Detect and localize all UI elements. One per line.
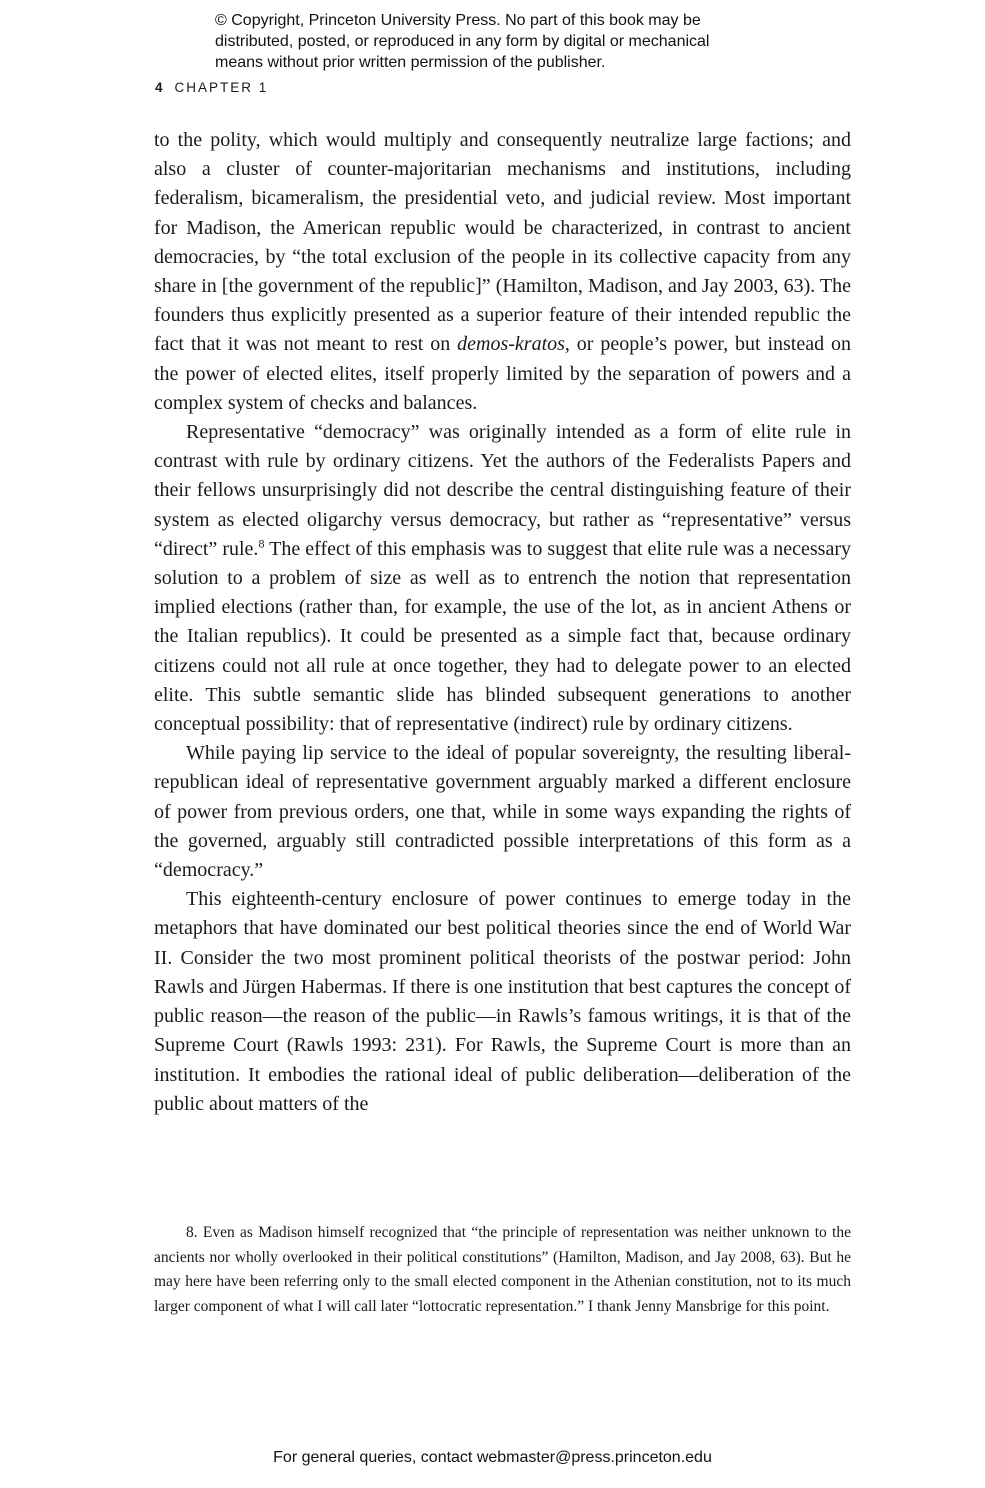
emphasis-term: demos-kratos: [457, 333, 565, 356]
paragraph: Representative “democracy” was originally intended as a form of elite rule in contrast with rule by ordinary citizens. Yet the authors of the Federalists Papers and their fellows unsurprisingly did not describe the central distinguishing feature of their system as elected oligarchy versus democracy, but rather as “representative” versus “direct” rule.$^8$ The effect of this emphasis was to suggest that elite rule was a necessary solution to a problem of size as well as to entrench the notion that representation implied elections (rather than, for example, the use of the lot, as in ancient Athens or the Italian republics). It could be presented as a simple fact that, because ordinary citizens could not all rule at once together, they had to delegate power to an elected elite. This subtle semantic slide has blinded subsequent generations to another conceptual possibility: that of representative (indirect) rule by ordinary citizens.: [154, 421, 851, 736]
copyright-line: means without prior written permission of the publisher.: [215, 54, 606, 71]
footnote: 8. Even as Madison himself recognized that “the principle of representation was neither unknown to the ancients nor wholly overlooked in their political constitutions” (Hamilton, Madison, and Jay 2008, 63). But he may here have been referring only to the small elected component in the Athenian constitution, not to its much larger component of what I will call later “lottocratic representation.” I thank Jenny Mansbrige for this point.: [154, 1224, 851, 1315]
paragraph: This eighteenth-century enclosure of power continues to emerge today in the metaphors that have dominated our best political theories since the end of World War II. Consider the two most prominent political theorists of the postwar period: John Rawls and Jürgen Habermas. If there is one institution that best captures the concept of public reason—the reason of the public—in Rawls’s famous writings, it is that of the Supreme Court (Rawls 1993: 231). For Rawls, the Supreme Court is more than an institution. It embodies the rational ideal of public deliberation—deliberation of the public about matters of the: [154, 888, 851, 1115]
chapter-label: CHAPTER 1: [174, 80, 269, 95]
running-head: [155, 80, 268, 95]
paragraph: to the polity, which would multiply and consequently neutralize large factions; and also a cluster of counter-majoritarian mechanisms and institutions, including federalism, bicameralism, the presidential veto, and judicial review. Most important for Madison, the American republic would be characterized, in contrast to ancient democracies, by “the total exclusion of the people in its collective capacity from any share in [the government of the republic]” (Hamilton, Madison, and Jay 2003, 63). The founders thus explicitly presented as a superior feature of their intended republic the fact that it was not meant to rest on demos-kratos, or people’s power, but instead on the power of elected elites, itself properly limited by the separation of powers and a complex system of checks and balances.: [154, 129, 851, 414]
page-number: 4: [155, 80, 163, 95]
footnotes: [154, 1221, 851, 1319]
copyright-line: © Copyright, Princeton University Press. No part of this book may be: [215, 12, 701, 29]
footnote-marker: 8: [258, 536, 265, 551]
copyright-notice: [215, 10, 815, 73]
copyright-line: distributed, posted, or reproduced in any form by digital or mechanical: [215, 33, 710, 50]
body-text: [154, 126, 851, 1119]
paragraph: While paying lip service to the ideal of popular sovereignty, the resulting liberal-republican ideal of representative government arguably marked a different enclosure of power from previous orders, one that, while in some ways expanding the rights of the governed, arguably still contradicted possible interpretations of this form as a “democracy.”: [154, 742, 851, 882]
footer-contact: For general queries, contact webmaster@press.princeton.edu: [273, 1449, 712, 1466]
